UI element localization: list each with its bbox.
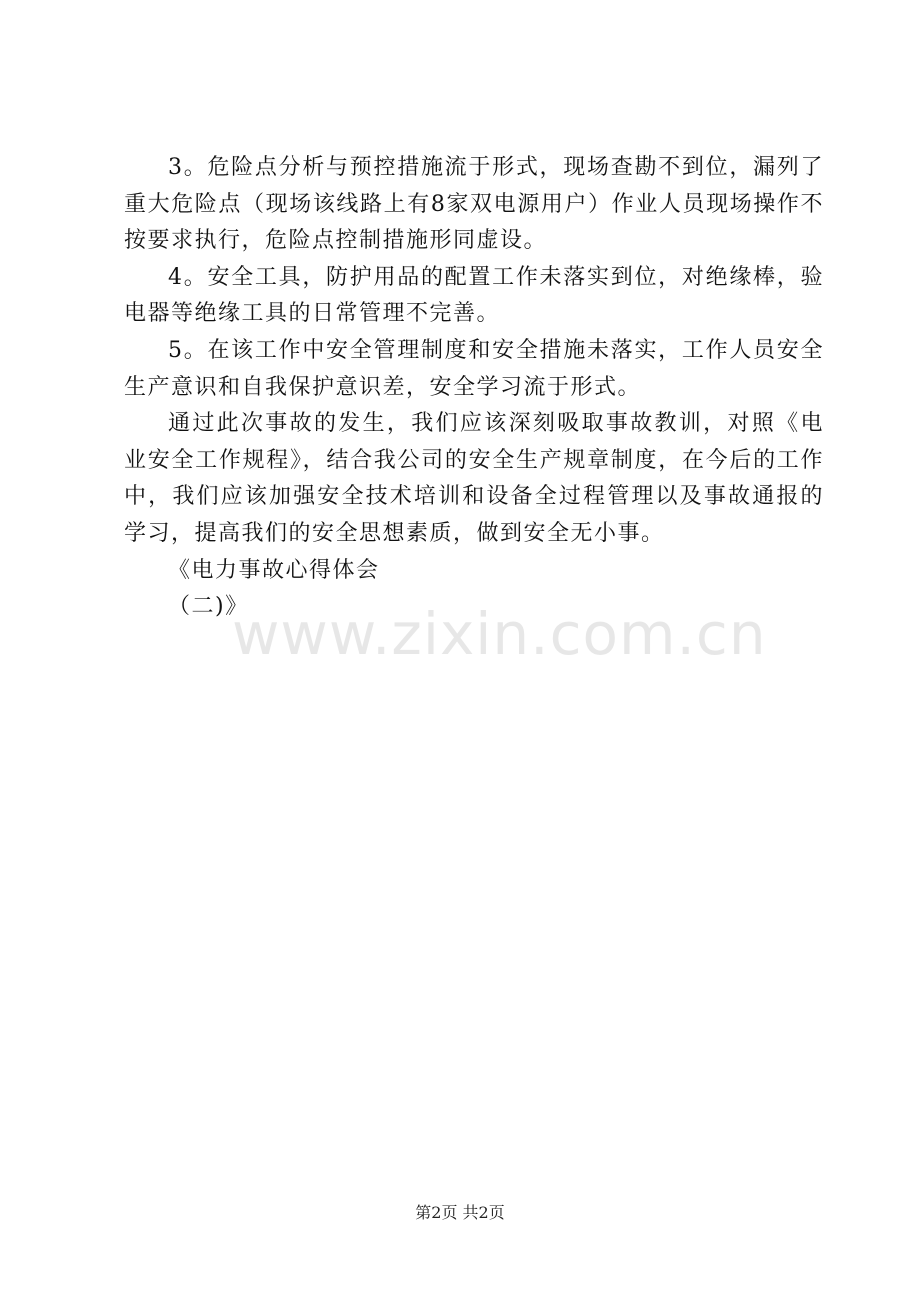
watermark-text: www.zixin.com.cn <box>232 600 767 668</box>
page-footer: 第2页 共2页 <box>415 1203 505 1222</box>
paragraph-3: 3。危险点分析与预控措施流于形式，现场查勘不到位，漏列了重大危险点（现场该线路上有8家双电源用户）作业人员现场操作不按要求执行，危险点控制措施形同虚设。 <box>124 155 824 254</box>
conclusion-paragraph: 通过此次事故的发生，我们应该深刻吸取事故教训，对照《电业安全工作规程》，结合我公司的安全生产规章制度，在今后的工作中，我们应该加强安全技术培训和设备全过程管理以及事故通报的学习，提高我们的安全思想素质，做到安全无小事。 <box>124 411 824 546</box>
paragraph-5: 5。在该工作中安全管理制度和安全措施未落实，工作人员安全生产意识和自我保护意识差，安全学习流于形式。 <box>124 337 824 400</box>
document-body <box>124 150 824 626</box>
paragraph-4: 4。安全工具，防护用品的配置工作未落实到位，对绝缘棒，验电器等绝缘工具的日常管理不完善。 <box>124 264 824 327</box>
next-title-line-2: （二)》 <box>168 594 249 620</box>
next-title-line-1: 《电力事故心得体会 <box>168 557 380 583</box>
